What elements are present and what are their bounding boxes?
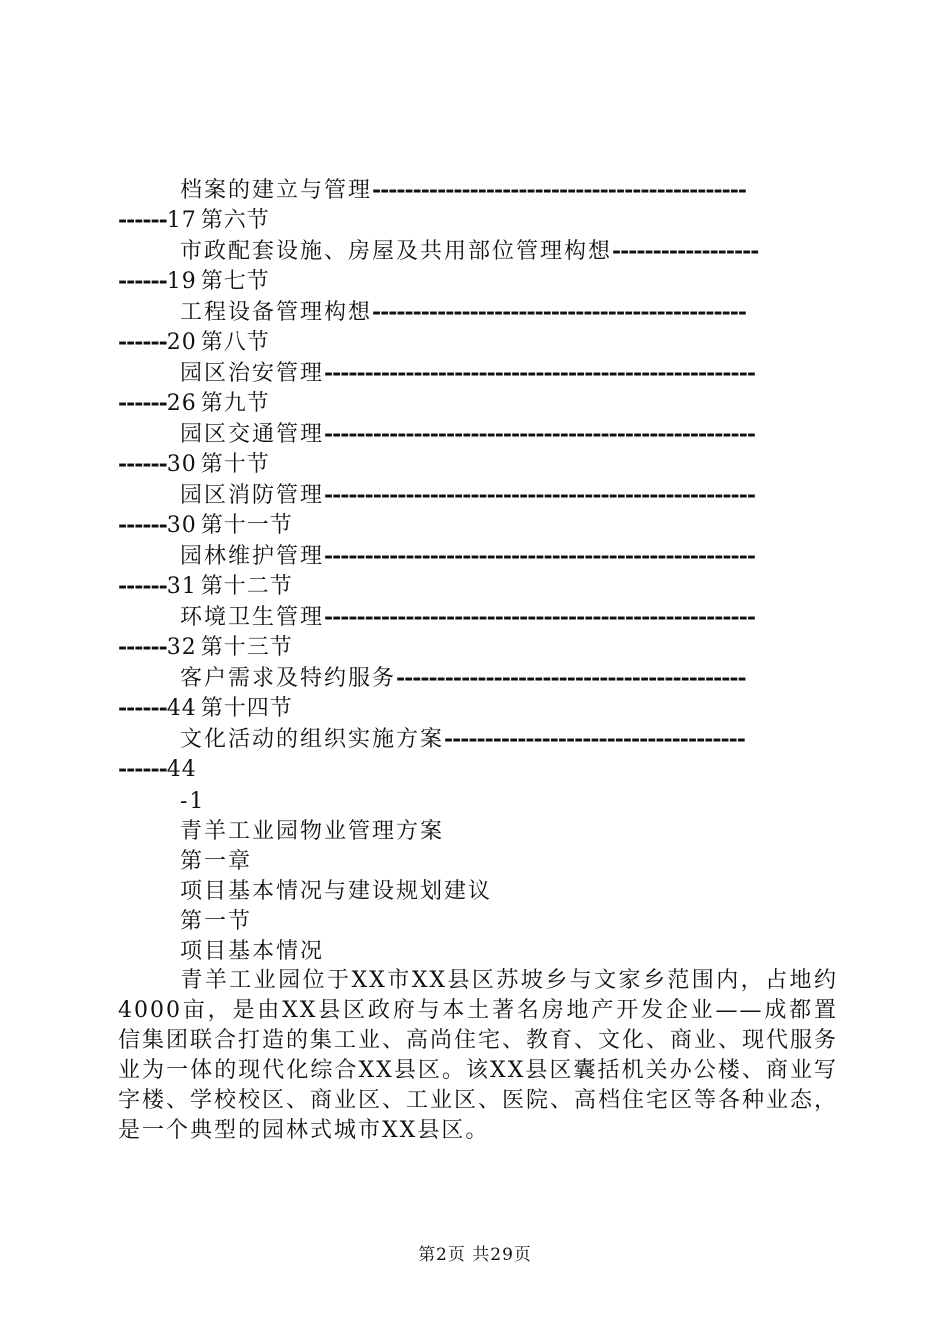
paragraph-text: 青羊工业园位于XX市XX县区苏坡乡与文家乡范围内，占地约4000亩，是由XX县区政府与本土著名房地产开发企业——成都置信集团联合打造的集工业、高尚住宅、教育、文化、商业、现代服务业为一体的现代化综合XX县区。该XX县区囊括机关办公楼、商业写字楼、学校校区、商业区、工业区、医院、高档住宅区等各种业态，是一个典型的园林式城市XX县区。 bbox=[118, 968, 839, 1143]
toc-entry bbox=[118, 541, 838, 602]
toc-title: 环境卫生管理 bbox=[180, 605, 325, 630]
toc-entry bbox=[118, 236, 838, 297]
toc-leader: ----------------------------------------------------- bbox=[324, 543, 755, 569]
toc-leader: ------------------------------------------- bbox=[396, 665, 746, 691]
toc-leader: ----------------------------------------------------- bbox=[324, 604, 755, 630]
toc-next-section: 第九节 bbox=[200, 391, 270, 416]
toc-next-section: 第十四节 bbox=[200, 696, 293, 721]
toc-entry bbox=[118, 724, 838, 785]
toc-title: 档案的建立与管理 bbox=[180, 178, 373, 203]
toc-leader: ----------------------------------------------------- bbox=[324, 421, 755, 447]
toc-entry bbox=[118, 419, 838, 480]
toc-leader-cont: ------ bbox=[118, 207, 167, 233]
page-footer: 第2页 共29页 bbox=[418, 1245, 532, 1265]
toc-page-number: 20 bbox=[166, 330, 197, 355]
toc-leader-cont: ------ bbox=[118, 573, 167, 599]
toc-title: 客户需求及特约服务 bbox=[180, 666, 397, 691]
toc-next-section: 第十三节 bbox=[200, 635, 293, 660]
toc-leader: ----------------------------------------------------- bbox=[324, 360, 755, 386]
toc-page-number: 31 bbox=[166, 574, 197, 599]
toc-leader-cont: ------ bbox=[118, 451, 167, 477]
toc-leader: ------------------------------------- bbox=[444, 726, 745, 752]
toc-title: 文化活动的组织实施方案 bbox=[180, 727, 445, 752]
table-of-contents bbox=[118, 175, 838, 785]
section-title: 项目基本情况 bbox=[180, 939, 325, 964]
toc-page-number: 44 bbox=[166, 757, 197, 782]
toc-next-section: 第十二节 bbox=[200, 574, 293, 599]
toc-leader: ---------------------------------------------- bbox=[372, 177, 747, 203]
toc-leader: ------------------ bbox=[612, 238, 759, 264]
toc-leader-cont: ------ bbox=[118, 512, 167, 538]
toc-title: 园区消防管理 bbox=[180, 483, 325, 508]
toc-next-section: 第六节 bbox=[200, 208, 270, 233]
toc-page-number: 19 bbox=[166, 269, 197, 294]
toc-entry bbox=[118, 297, 838, 358]
toc-entry bbox=[118, 602, 838, 663]
toc-next-section: 第七节 bbox=[200, 269, 270, 294]
chapter-heading: 第一章 bbox=[180, 849, 253, 874]
toc-next-section: 第十节 bbox=[200, 452, 270, 477]
toc-leader-cont: ------ bbox=[118, 756, 167, 782]
toc-leader-cont: ------ bbox=[118, 634, 167, 660]
toc-page-number: 30 bbox=[166, 452, 197, 477]
toc-title: 园区治安管理 bbox=[180, 361, 325, 386]
toc-leader-cont: ------ bbox=[118, 329, 167, 355]
toc-page-number: 26 bbox=[166, 391, 197, 416]
toc-leader: ---------------------------------------------- bbox=[372, 299, 747, 325]
toc-next-section: 第八节 bbox=[200, 330, 270, 355]
toc-entry bbox=[118, 480, 838, 541]
toc-leader-cont: ------ bbox=[118, 390, 167, 416]
toc-page-number: 30 bbox=[166, 513, 197, 538]
toc-page-number: 44 bbox=[166, 696, 197, 721]
toc-entry bbox=[118, 663, 838, 724]
toc-leader: ----------------------------------------------------- bbox=[324, 482, 755, 508]
document-title: 青羊工业园物业管理方案 bbox=[180, 819, 445, 844]
section-heading: 第一节 bbox=[180, 909, 253, 934]
toc-entry bbox=[118, 175, 838, 236]
toc-title: 市政配套设施、房屋及共用部位管理构想 bbox=[180, 239, 613, 264]
toc-page-number: 17 bbox=[166, 208, 197, 233]
heading-lines bbox=[180, 787, 840, 967]
toc-title: 工程设备管理构想 bbox=[180, 300, 373, 325]
toc-next-section: 第十一节 bbox=[200, 513, 293, 538]
toc-page-number: 32 bbox=[166, 635, 197, 660]
body-paragraph bbox=[118, 966, 838, 1146]
toc-leader-cont: ------ bbox=[118, 268, 167, 294]
page-marker: -1 bbox=[180, 789, 206, 814]
toc-leader-cont: ------ bbox=[118, 695, 167, 721]
toc-title: 园林维护管理 bbox=[180, 544, 325, 569]
toc-entry bbox=[118, 358, 838, 419]
toc-title: 园区交通管理 bbox=[180, 422, 325, 447]
chapter-title: 项目基本情况与建设规划建议 bbox=[180, 879, 493, 904]
